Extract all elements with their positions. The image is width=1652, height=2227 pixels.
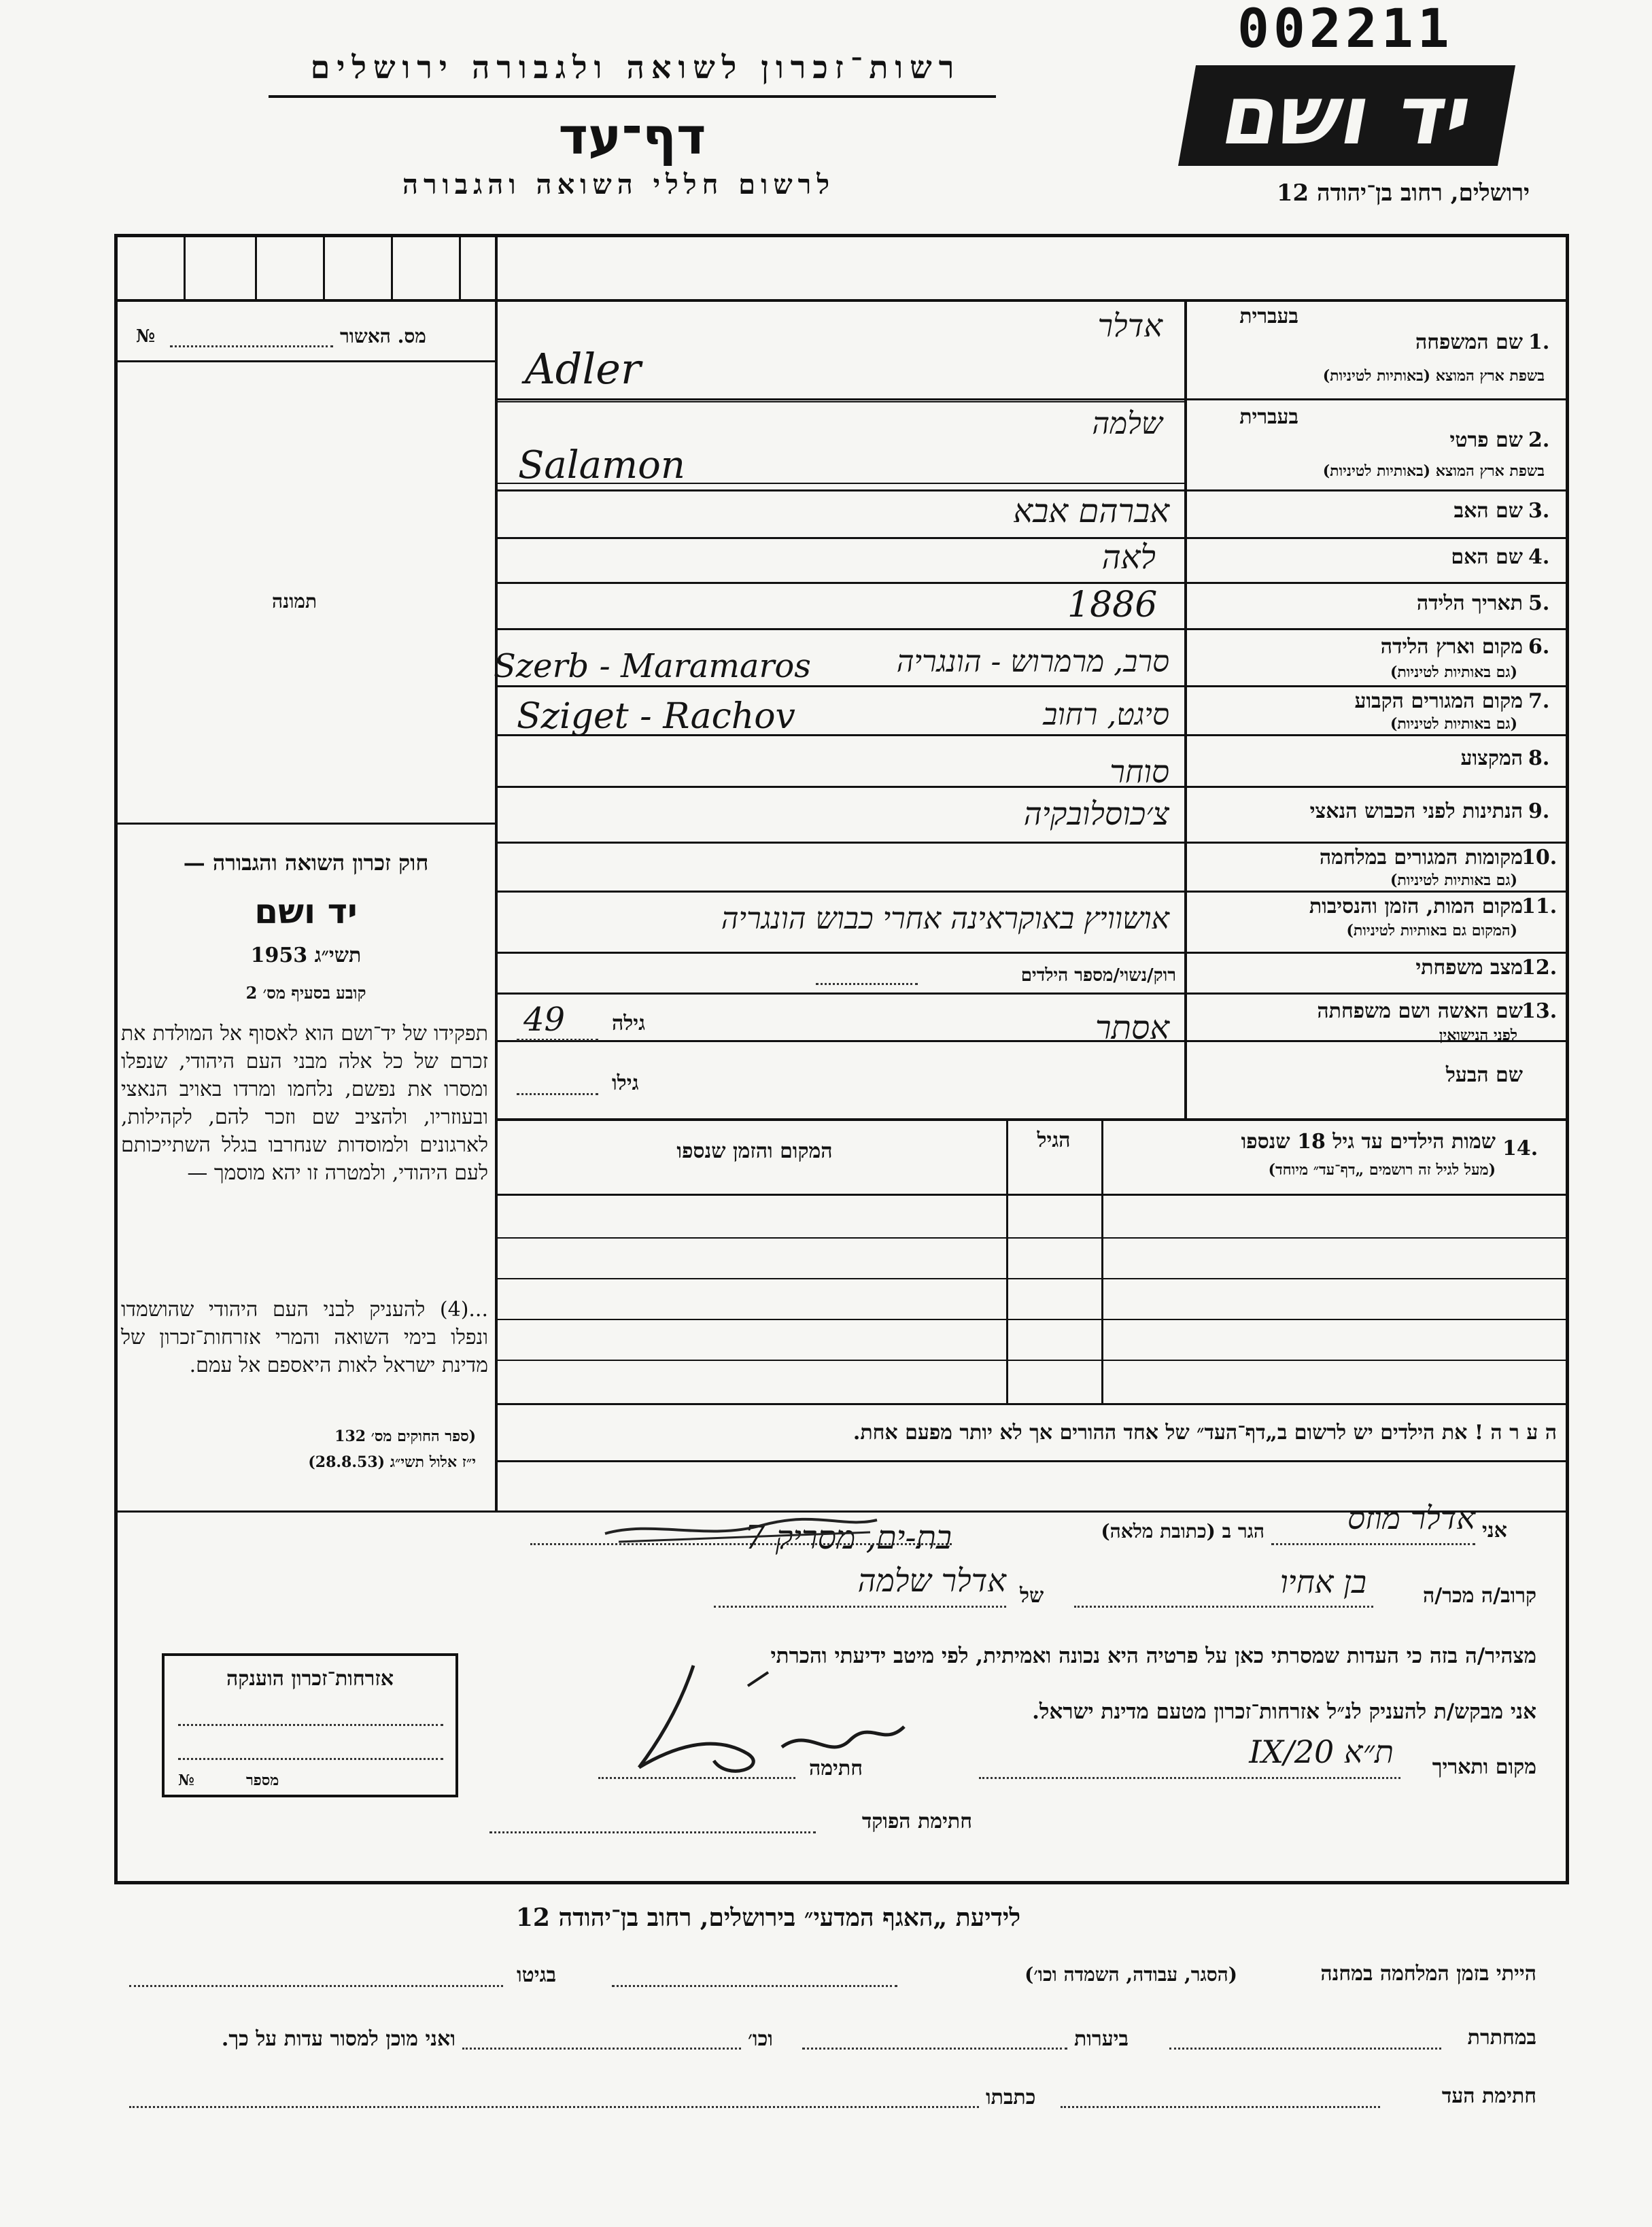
left-column-divider [495, 234, 498, 1512]
strip-cell-divider [255, 234, 257, 299]
f6-value-latin[interactable]: Szerb - Maramaros [494, 647, 811, 685]
bottom-line1-types: (הסגר, עבודה, השמדה וכו׳) [1025, 1963, 1237, 1986]
row-rule [496, 489, 1569, 491]
f5-value[interactable]: 1886 [1067, 585, 1158, 625]
decl-officer-label: חתימת הפוקד [861, 1810, 972, 1833]
children-row [496, 1194, 1569, 1196]
f1-value-hebrew[interactable]: אדלר [1097, 307, 1163, 344]
children-place-header: המקום והזמן שנספו [676, 1139, 833, 1163]
citizenship-box-title: אזרחות־זכרון הוענקה [226, 1667, 394, 1691]
decl-place-date-value[interactable]: ת״א 20/IX [1249, 1733, 1394, 1770]
bottom-address-line[interactable] [129, 2106, 979, 2108]
bottom-line2-underground: במחתרת [1467, 2026, 1536, 2050]
f3-value[interactable]: אברהם אבא [1013, 492, 1169, 530]
form-title: דף־עד [558, 107, 706, 166]
row-rule [496, 952, 1569, 954]
children-sub: (מעל לגיל זה רושמים „דף־עד״ מיוחד) [1268, 1161, 1496, 1179]
decl-relation-line [1074, 1606, 1373, 1608]
law-clause: קובע בסעיף מס׳ 2 [245, 983, 366, 1003]
children-num: 14. [1502, 1137, 1538, 1160]
f7-value-latin[interactable]: Sziget - Rachov [517, 696, 795, 737]
logo-text: יד ושם [1215, 68, 1479, 163]
approval-rule [114, 360, 496, 362]
f10-num: 10. [1521, 846, 1558, 869]
bottom-section-top [114, 1882, 1569, 1884]
decl-statement: מצהיר/ה בזה כי העדות שמסרתי כאן על פרטיה היא נכונה ואמיתית, לפי מיטב ידיעתי והכרתי [770, 1644, 1536, 1668]
law-text-main: תפקידו של יד־ושם הוא לאסוף אל המולדת את זכרם של כל אלה מבני העם היהודי, שנפלו ומסרו את נפשם, נלחמו ומרדו באויב הנאצי ובעוזריו, ולהציב שם וזכר להם, לקהילות, לארגונים ולמוסדות שנחרבו בגלל השתייכותם לעם היהודי, ולמטרה זו יהא מוסמך — [121, 1022, 488, 1185]
f7-label: מקום המגורים הקבוע [1354, 689, 1523, 713]
bottom-forests-line[interactable] [802, 2048, 1067, 2050]
f2-value-hebrew[interactable]: שלמה [1092, 407, 1163, 441]
f12-hint: רוק/נשוי/מספר הילדים [1020, 965, 1176, 986]
decl-request: אני מבקש/ת להעניק לנ״ל אזרחות־זכרון מטעם מדינת ישראל. [1032, 1699, 1536, 1724]
institution-name: רשות־זכרון לשואה ולגבורה ירושלים [310, 49, 961, 86]
husband-label: שם הבעל [1445, 1063, 1523, 1087]
citizenship-number-label: מספר [246, 1772, 279, 1789]
children-age-divider [1006, 1118, 1008, 1404]
bottom-ghetto-line[interactable] [129, 1985, 503, 1987]
f8-num: 8. [1528, 746, 1550, 770]
f12-children-count-line[interactable] [816, 983, 918, 985]
law-title: חוק זכרון השואה והגבורה — [183, 850, 429, 876]
f12-num: 12. [1521, 956, 1558, 980]
row-rule [496, 685, 1569, 687]
f2-sub: בשפת ארץ המוצא (באותיות לטיניות) [1322, 462, 1545, 480]
f6-value-hebrew[interactable]: סרב, מרמרוש - הונגריה [896, 644, 1169, 679]
f12-label: מצב משפחתי [1415, 956, 1523, 980]
f2-num: 2. [1528, 428, 1550, 452]
decl-relative-label: קרוב/ה מכר/ה [1423, 1584, 1536, 1608]
children-row [496, 1360, 1569, 1361]
f4-label: שם האם [1451, 545, 1523, 569]
strip-cell-divider [184, 234, 186, 299]
f1-sub: בשפת ארץ המוצא (באותיות לטיניות) [1322, 367, 1545, 385]
row-rule [496, 842, 1569, 844]
f6-label: מקום וארץ הלידה [1380, 635, 1523, 659]
bottom-title: לידיעת „האגף המדעי״ בירושלים, רחוב בן־יהודה 12 [515, 1903, 1021, 1932]
f2-label: שם פרטי [1449, 428, 1523, 452]
header-rule [269, 95, 996, 98]
f11-label: מקום המות, הזמן והנסיבות [1309, 895, 1523, 918]
f10-sub: (גם באותיות לטיניות) [1390, 871, 1517, 889]
witness-signature [612, 1645, 925, 1795]
note-line: ה ע ר ה ! את הילדים יש לרשום ב„דף־העד״ של אחד ההורים אך לא יותר מפעם אחת. [853, 1421, 1557, 1445]
decl-i-line [1271, 1543, 1475, 1545]
law-text-clause4: ...(4) להעניק לבני העם היהודי שהושמדו ונפלו בימי השואה והמרי אזרחות־זכרון של מדינת ישראל לאות היאספם אל עמם. [121, 1298, 488, 1377]
approval-label: מס. האשור [340, 325, 426, 347]
bottom-camp-line[interactable] [612, 1985, 897, 1987]
f1-value-latin[interactable]: Adler [525, 344, 641, 394]
citizenship-box [162, 1653, 458, 1797]
decl-signature-label: חתימה [809, 1757, 863, 1780]
husband-age-label: גילו [612, 1071, 639, 1095]
decl-of-label: של [1020, 1584, 1044, 1608]
strip-cell-divider [459, 234, 461, 299]
row-rule [496, 891, 1569, 893]
f9-value[interactable]: צ׳כוסלובקיה [1023, 795, 1169, 832]
law-source-2: י״ז אלול תשי״ג (28.8.53) [308, 1453, 476, 1471]
f8-value[interactable]: סוחר [1109, 753, 1169, 790]
approval-number-line[interactable] [170, 345, 333, 347]
f8-label: המקצוע [1460, 746, 1523, 770]
f6-num: 6. [1528, 635, 1550, 659]
law-name: יד ושם [254, 892, 358, 931]
decl-i-value[interactable]: אדלר מוזס [1347, 1500, 1475, 1536]
decl-address-value[interactable]: בת-ים, מסריק 7 [744, 1519, 952, 1557]
f10-label: מקומות המגורים במלחמה [1319, 846, 1523, 869]
form-subtitle: לרשום חללי השואה והגבורה [402, 169, 836, 201]
law-year: תשי״ג 1953 [250, 944, 362, 967]
f1-label [1197, 330, 1523, 354]
f2-hebrew-tag: בעברית [1239, 405, 1298, 429]
bottom-witness-sig-label: חתימת העד [1441, 2084, 1536, 2108]
bottom-line2-etc: וכו׳ [748, 2027, 773, 2051]
row-rule [496, 401, 1184, 402]
f1-num: 1. [1528, 330, 1550, 354]
citizenship-no-label: № [178, 1772, 194, 1789]
decl-resides-label: הגר ב (כתובת מלאה) [1101, 1520, 1264, 1542]
children-row [496, 1237, 1569, 1239]
f6-sub: (גם באותיות לטיניות) [1390, 663, 1517, 681]
address-line: ירושלים, רחוב בן־יהודה 12 [1276, 179, 1530, 207]
f1-label-text: שם המשפחה [1415, 330, 1523, 354]
strip-cell-divider [323, 234, 325, 299]
f2-value-latin[interactable]: Salamon [518, 443, 685, 487]
children-row [496, 1278, 1569, 1279]
f9-label: הנתינות לפני הכבוש הנאצי [1309, 799, 1523, 823]
children-name-divider [1101, 1118, 1103, 1404]
f3-num: 3. [1528, 499, 1550, 523]
bottom-line1-camp: הייתי בזמן המלחמה במחנה [1320, 1962, 1536, 1986]
top-strip-rule [114, 299, 1569, 302]
row-rule [496, 398, 1569, 400]
f13-age-line [517, 1039, 598, 1041]
bottom-etc-line[interactable] [462, 2048, 741, 2050]
struck-text-mark [598, 1500, 884, 1554]
decl-i-label: אני [1482, 1519, 1507, 1542]
row-rule [496, 628, 1569, 630]
bottom-address-label: כתבתו [986, 2086, 1036, 2109]
decl-place-date-line [979, 1777, 1400, 1779]
f5-label: תאריך הלידה [1416, 591, 1523, 615]
law-source-1: (ספר החוקים מס׳ 132 [334, 1428, 476, 1445]
row-rule [496, 992, 1569, 995]
yad-vashem-logo [1178, 65, 1515, 166]
children-row [496, 1403, 1569, 1405]
decl-of-line [714, 1606, 1006, 1608]
photo-label: תמונה [272, 590, 317, 612]
serial-number: 002211 [1237, 0, 1453, 60]
f3-label: שם האב [1453, 499, 1523, 523]
children-age-header: הגיל [1037, 1128, 1071, 1152]
photo-area-rule [114, 823, 496, 825]
bottom-witness-sig-line[interactable] [1061, 2106, 1380, 2108]
children-label: שמות הילדים עד גיל 18 שנספו [1241, 1130, 1496, 1154]
f13-value[interactable]: אסתר [1095, 1009, 1169, 1047]
f4-num: 4. [1528, 545, 1550, 569]
bottom-underground-line[interactable] [1169, 2048, 1441, 2050]
row-rule [496, 582, 1569, 584]
strip-cell-divider [391, 234, 393, 299]
f5-num: 5. [1528, 591, 1550, 615]
bottom-line2-forests: ביערות [1074, 2027, 1129, 2051]
children-table-top [496, 1118, 1569, 1121]
f11-sub: (המקום גם באותיות לטיניות) [1346, 922, 1517, 939]
decl-place-date-label: מקום ותאריך [1432, 1755, 1536, 1779]
f7-sub: (גם באותיות לטיניות) [1390, 715, 1517, 733]
f9-num: 9. [1528, 799, 1550, 823]
f11-value[interactable]: אושוויץ באוקראינה אחרי כבוש הונגריה [721, 901, 1169, 936]
f13-age-value[interactable]: 49 [523, 1001, 566, 1039]
children-row [496, 1319, 1569, 1320]
citizenship-line[interactable] [178, 1724, 443, 1726]
bottom-line2-testimony: ואני מוכן למסור עדות על כך. [221, 2027, 455, 2051]
f13-age-label: גילה [612, 1012, 646, 1035]
decl-officer-line[interactable] [489, 1831, 816, 1833]
f13-num: 13. [1521, 999, 1558, 1023]
f7-value-hebrew[interactable]: סיגט, רחוב [1043, 697, 1169, 732]
f7-num: 7. [1528, 689, 1550, 713]
f1-hebrew-tag: בעברית [1239, 305, 1298, 328]
citizenship-line[interactable] [178, 1758, 443, 1760]
bottom-line1-ghetto: בגיטו [517, 1963, 557, 1987]
decl-of-value[interactable]: אדלר שלמה [857, 1562, 1006, 1599]
note-rule [496, 1460, 1569, 1462]
husband-age-line[interactable] [517, 1093, 598, 1095]
f11-num: 11. [1521, 895, 1558, 918]
label-column-divider [1184, 299, 1187, 1120]
f4-value[interactable]: לאה [1101, 538, 1156, 576]
decl-relation-value[interactable]: בן אחיו [1279, 1564, 1366, 1600]
no-label: № [136, 326, 156, 347]
f13-sub: לפני הנישואין [1439, 1026, 1517, 1044]
f13-label: שם האשה ושם משפחתה [1317, 999, 1523, 1023]
